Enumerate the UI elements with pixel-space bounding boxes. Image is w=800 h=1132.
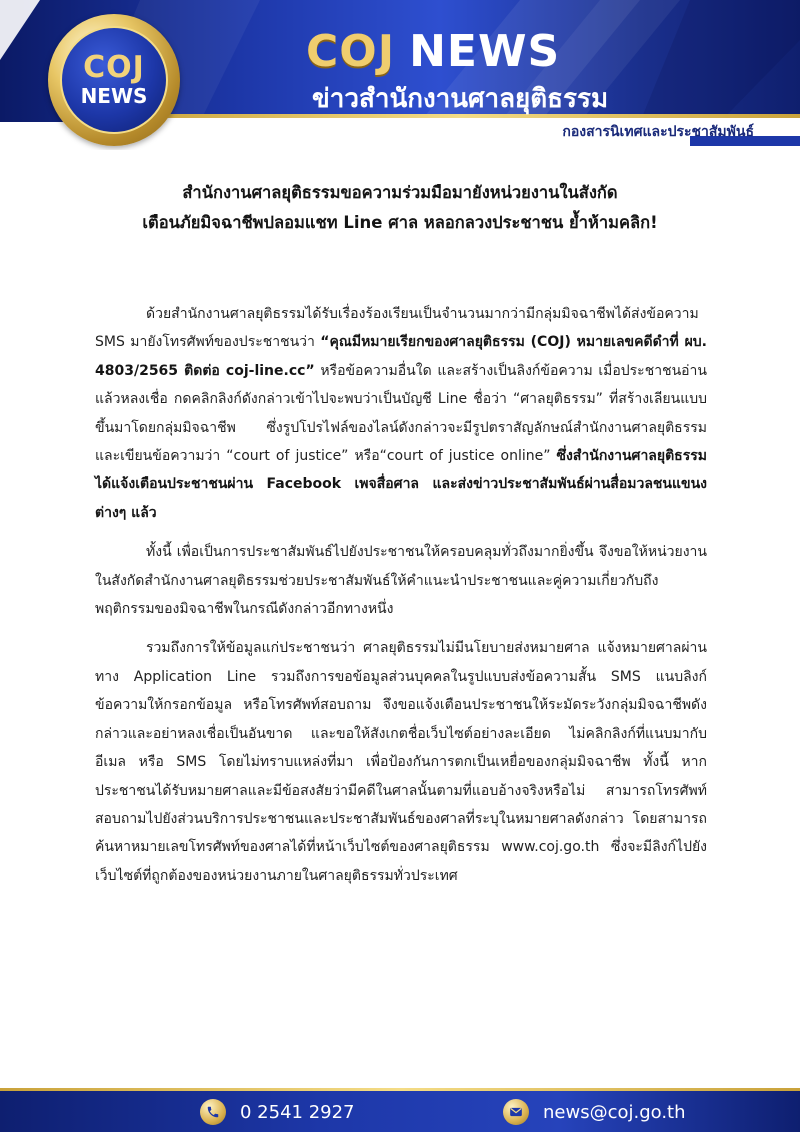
email-address: news@coj.go.th [543,1101,686,1123]
footer-email [503,1092,686,1132]
p1-quote-bold: “คุณมีหมายเรียกของศาลยุติธรรม (COJ) หมายเลขคดีดำที่ ผบ. 4803/2565 ติดต่อ coj-line.cc” [95,334,707,379]
brand-subtitle: ข่าวสำนักงานศาลยุติธรรม [312,84,609,114]
footer-gold-rule [0,1088,800,1091]
envelope-icon-glyph [509,1105,523,1119]
brand-coj: COJ [306,26,396,77]
phone-icon [200,1099,226,1125]
article-body [95,300,707,890]
p1-notice-bold: ซึ่งสำนักงานศาลยุติธรรมได้แจ้งเตือนประชาชนผ่าน Facebook เพจสื่อศาล และส่งข่าวประชาสัมพันธ์ผ่านสื่อมวลชนแขนงต่างๆ แล้ว [95,448,707,521]
header-banner [0,0,800,150]
coj-logo [60,26,168,134]
p1-text-a: ด้วยสำนักงานศาลยุติธรรมได้รับเรื่องร้องเรียนเป็นจำนวนมากว่ามีกลุ่มมิจฉาชีพได้ส่งข้อความ SMS มายังโทรศัพท์ของประชาชนว่า [95,306,699,351]
paragraph-2: ทั้งนี้ เพื่อเป็นการประชาสัมพันธ์ไปยังประชาชนให้ครอบคลุมทั่วถึงมากยิ่งขึ้น จึงขอให้หน่วยงานในสังกัดสำนักงานศาลยุติธรรมช่วยประชาสัมพันธ์ให้คำแนะนำประชาชนและคู่ความเกี่ยวกับถึงพฤติกรรมของมิจฉาชีพในกรณีดังกล่าวอีกทางหนึ่ง [95,544,707,618]
title-line-2: เตือนภัยมิจฉาชีพปลอมแชท Line ศาล หลอกลวงประชาชน ย้ำห้ามคลิก! [142,213,658,232]
envelope-icon [503,1099,529,1125]
brand-news: NEWS [409,26,561,77]
logo-news-text: NEWS [80,84,148,108]
footer-bar [0,1080,800,1132]
article-title [60,178,740,238]
paragraph-1 [95,300,707,527]
p1-text-c: หรือข้อความอื่นใด และสร้างเป็นลิงก์ข้อความ เมื่อประชาชนอ่านแล้วหลงเชื่อ กดคลิกลิงก์ดังกล่าวเข้าไปจะพบว่าเป็นบัญชี Line ชื่อว่า “ศาลยุติธรรม” ที่สร้างเลียนแบบขึ้นมาโดยกลุ่มมิจฉาชีพ ซึ่งรูปโปรไฟล์ของไลน์ดังกล่าวจะมีรูปตราสัญลักษณ์สำนักงานศาลยุติธรรม และเขียนข้อความว่า “court of justice” หรือ“court of justice online” [95,362,707,465]
phone-number: 0 2541 2927 [240,1101,355,1123]
paragraph-3: รวมถึงการให้ข้อมูลแก่ประชาชนว่า ศาลยุติธรรมไม่มีนโยบายส่งหมายศาล แจ้งหมายศาลผ่านทาง Application Line รวมถึงการขอข้อมูลส่วนบุคคลในรูปแบบส่งข้อความสั้น SMS แนบลิงก์ข้อความให้กรอกข้อมูล หรือโทรศัพท์สอบถาม จึงขอแจ้งเตือนประชาชนให้ระมัดระวังกลุ่มมิจฉาชีพดังกล่าวและอย่าหลงเชื่อเป็นอันขาด และขอให้สังเกตชื่อเว็บไซต์อย่างละเอียด ไม่คลิกลิงก์ที่แนบมากับอีเมล หรือ SMS โดยไม่ทราบแหล่งที่มา เพื่อป้องกันการตกเป็นเหยื่อของกลุ่มมิจฉาชีพ ทั้งนี้ หากประชาชนได้รับหมายศาลและมีข้อสงสัยว่ามีคดีในศาลนั้นตามที่แอบอ้างจริงหรือไม่ สามารถโทรศัพท์สอบถามไปยังส่วนบริการประชาชนและประชาสัมพันธ์ของศาลที่ระบุในหมายศาลดังกล่าว โดยสามารถค้นหาหมายเลขโทรศัพท์ของศาลได้ที่หน้าเว็บไซต์ของศาลยุติธรรม www.coj.go.th ซึ่งจะมีลิงก์ไปยังเว็บไซต์ที่ถูกต้องของหน่วยงานภายในศาลยุติธรรมทั่วประเทศ [95,640,707,884]
footer-white-edge [0,1080,800,1088]
logo-coj-text: COJ [83,50,145,85]
brand-wordmark [306,28,560,76]
phone-icon-glyph [206,1105,220,1119]
department-label: กองสารนิเทศและประชาสัมพันธ์ [562,124,754,140]
footer-phone [200,1092,355,1132]
title-line-1: สำนักงานศาลยุติธรรมขอความร่วมมือมายังหน่วยงานในสังกัด [182,183,618,202]
